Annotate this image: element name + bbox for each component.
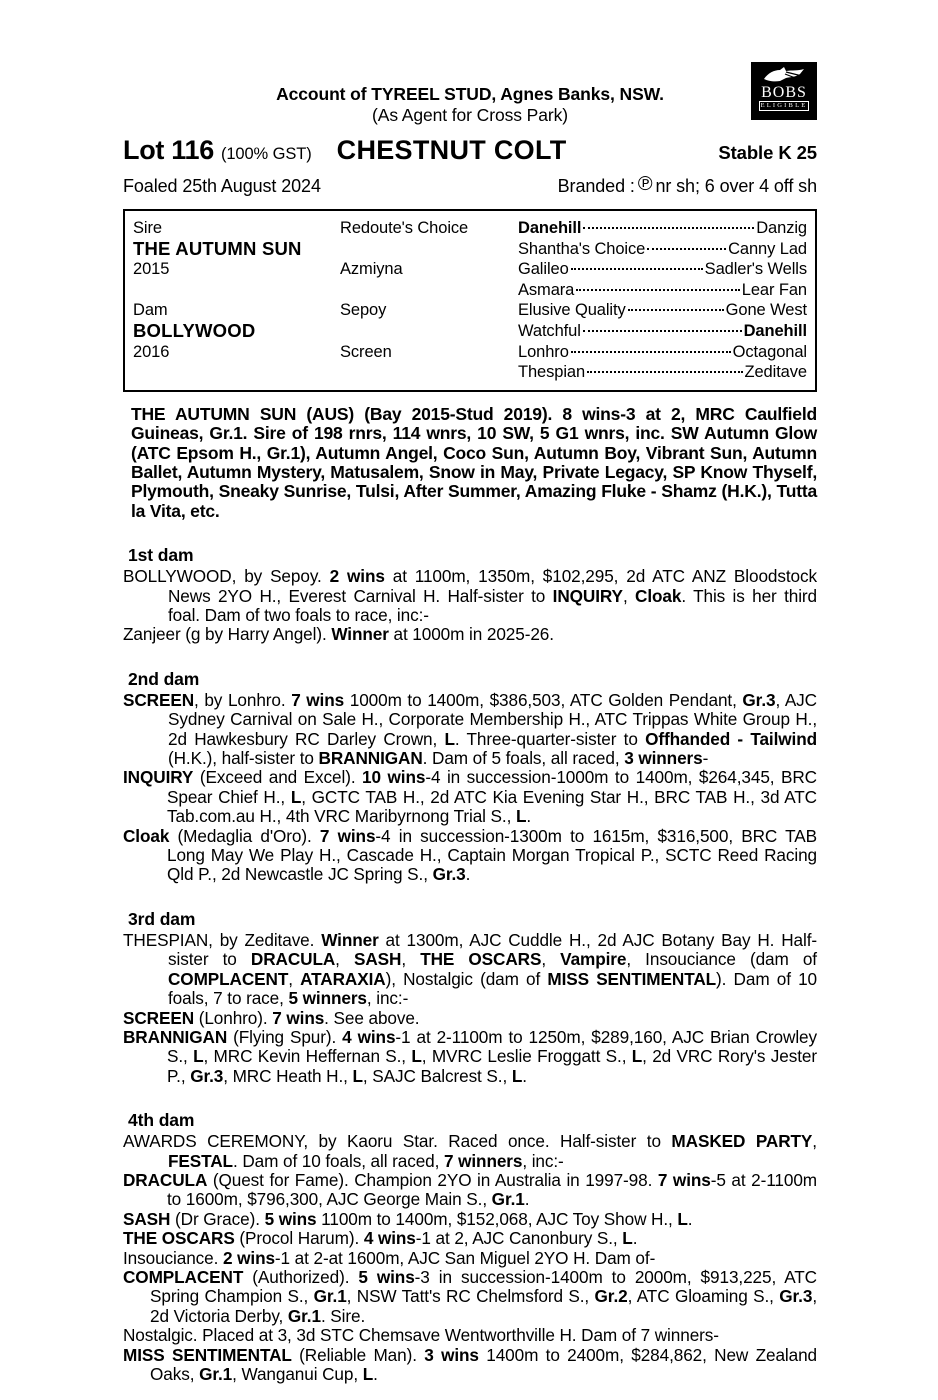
section-heading: 3rd dam bbox=[128, 908, 196, 929]
grandprogeny-entry: MISS SENTIMENTAL (Reliable Man). 3 wins 1400m to 2400m, $284,862, New Zealand Oaks, Gr.1, Wanganui Cup, L. bbox=[123, 1344, 818, 1384]
section-heading: 1st dam bbox=[128, 545, 194, 566]
lot-title-row bbox=[123, 135, 817, 166]
sire-name: THE AUTUMN SUN bbox=[133, 237, 302, 259]
leader-dots bbox=[576, 289, 740, 291]
dam-record-paragraph: AWARDS CEREMONY, by Kaoru Star. Raced once. Half-sister to MASKED PARTY, FESTAL. Dam of 10 foals, all raced, 7 winners, inc:- bbox=[123, 1131, 817, 1171]
brand-mark-icon: ℗ bbox=[637, 173, 653, 195]
horse-head-icon bbox=[762, 65, 806, 85]
progeny-entry: BRANNIGAN (Flying Spur). 4 wins-1 at 2-1100m to 1250m, $289,160, AJC Brian Crowley S., L, MRC Kevin Heffernan S., L, MVRC Leslie Froggatt S., L, 2d VRC Rory's Jester P., Gr.3, MRC Heath H., L, SAJC Balcrest S., L. bbox=[123, 1026, 817, 1086]
stable-number: Stable K 25 bbox=[718, 142, 817, 163]
account-line: Account of TYREEL STUD, Agnes Banks, NSW. bbox=[276, 84, 664, 104]
section-heading: 2nd dam bbox=[128, 668, 200, 689]
ancestor-row: Thespian Zeditave bbox=[518, 363, 807, 382]
sire-ancestors-column bbox=[518, 218, 807, 300]
dam-dam-name: Screen bbox=[340, 342, 392, 361]
foaled-date: Foaled 25th August 2024 bbox=[123, 176, 321, 196]
lot-number: Lot 116 bbox=[123, 135, 214, 165]
progeny-entry: THE OSCARS (Procol Harum). 4 wins-1 at 2, AJC Canonbury S., L. bbox=[123, 1228, 638, 1249]
ancestor-row: Elusive Quality Gone West bbox=[518, 301, 807, 320]
progeny-entry: INQUIRY (Exceed and Excel). 10 wins-4 in succession-1000m to 1400m, $264,345, BRC Spear Chief H., L, GCTC TAB H., 2d ATC Kia Evening Star H., BRC TAB H., 3d ATC Tab.com.au H., 4th VRC Maribyrnong Trial S., L. bbox=[123, 767, 817, 827]
ancestor-row: Asmara Lear Fan bbox=[518, 280, 807, 299]
dam-identity-column bbox=[133, 300, 340, 382]
ancestor-row: Lonhro Octagonal bbox=[518, 342, 807, 361]
dam-name: BOLLYWOOD bbox=[133, 319, 256, 341]
progeny-entry: Insouciance. 2 wins-1 at 2-at 1600m, AJC San Miguel 2YO H. Dam of- bbox=[123, 1247, 656, 1268]
leader-dots bbox=[628, 309, 724, 311]
branded-info: Branded : ℗ nr sh; 6 over 4 off sh bbox=[557, 173, 817, 196]
dam-sire-name: Sepoy bbox=[340, 301, 387, 320]
dam-year: 2016 bbox=[133, 342, 170, 361]
section-1st-dam bbox=[123, 545, 817, 645]
leader-dots bbox=[583, 330, 742, 332]
progeny-entry: Cloak (Medaglia d'Oro). 7 wins-4 in succession-1300m to 1615m, $316,500, BRC TAB Long May We Play H., Cascade H., Captain Morgan Tropical P., SCTC Reed Racing Qld P., 2d Newcastle JC Spring S., Gr.3. bbox=[123, 825, 818, 885]
progeny-entry: SASH (Dr Grace). 5 wins 1100m to 1400m, $152,068, AJC Toy Show H., L. bbox=[123, 1208, 693, 1229]
dam-pedigree-block bbox=[133, 300, 807, 382]
dam-parents-column bbox=[340, 300, 518, 382]
sire-sire-name: Redoute's Choice bbox=[340, 219, 469, 237]
dam-role-label: Dam bbox=[133, 301, 168, 320]
sire-dam-name: Azmiyna bbox=[340, 260, 403, 279]
dam-ancestors-column bbox=[518, 300, 807, 382]
bobs-eligible-text: ELIGIBLE bbox=[760, 102, 808, 109]
section-heading: 4th dam bbox=[128, 1110, 195, 1131]
leader-dots bbox=[583, 227, 754, 229]
sire-year: 2015 bbox=[133, 260, 170, 279]
ancestor-row: Shantha's Choice Canny Lad bbox=[518, 239, 807, 258]
progeny-entry: Nostalgic. Placed at 3, 3d STC Chemsave Wentworthville H. Dam of 7 winners- bbox=[123, 1325, 719, 1346]
ancestor-row: Galileo Sadler's Wells bbox=[518, 260, 807, 279]
progeny-entry: DRACULA (Quest for Fame). Champion 2YO in Australia in 1997-98. 7 wins-5 at 2-1100m to 1600m, $796,300, AJC George Main S., Gr.1. bbox=[123, 1169, 817, 1210]
sire-role-label: Sire bbox=[133, 219, 162, 237]
ancestor-row: Watchful Danehill bbox=[518, 321, 807, 340]
leader-dots bbox=[647, 248, 726, 250]
dam-record-paragraph: THESPIAN, by Zeditave. Winner at 1300m, AJC Cuddle H., 2d AJC Botany Bay H. Half-sister to DRACULA, SASH, THE OSCARS, Vampire, Insouciance (dam of COMPLACENT, ATARAXIA), Nostalgic (dam of MISS SENTIMENTAL). Dam of 10 foals, 7 to race, 5 winners, inc:- bbox=[123, 929, 817, 1009]
dam-record-paragraph: SCREEN, by Lonhro. 7 wins 1000m to 1400m, $386,503, ATC Golden Pendant, Gr.3, AJC Sydney Carnival on Sale H., Corporate Membership H., ATC Trippas White Group H., 2d Hawkesbury RC Darley Crown, L. Three-quarter-sister to Offhanded - Tailwind (H.K.), half-sister to BRANNIGAN. Dam of 5 foals, all raced, 3 winners- bbox=[123, 689, 817, 769]
sire-parents-column bbox=[340, 218, 518, 300]
horse-description: CHESTNUT COLT bbox=[336, 135, 567, 165]
sire-pedigree-block bbox=[133, 218, 807, 300]
foaled-branded-row bbox=[123, 175, 817, 198]
agent-line: (As Agent for Cross Park) bbox=[372, 105, 568, 125]
leader-dots bbox=[587, 371, 742, 373]
grandprogeny-entry: COMPLACENT (Authorized). 5 wins-3 in succession-1400m to 2000m, $913,225, ATC Spring Champion S., Gr.1, NSW Tatt's RC Chelmsford S., Gr.2, ATC Gloaming S., Gr.3, 2d Victoria Derby, Gr.1. Sire. bbox=[123, 1266, 817, 1326]
bobs-logo-text: BOBS bbox=[761, 84, 807, 101]
section-2nd-dam bbox=[123, 669, 817, 885]
ancestor-row: Danehill Danzig bbox=[518, 219, 807, 237]
leader-dots bbox=[571, 351, 731, 353]
gst-note: (100% GST) bbox=[220, 145, 312, 163]
pedigree-table bbox=[123, 209, 817, 392]
section-4th-dam bbox=[123, 1110, 817, 1384]
sire-summary-paragraph: THE AUTUMN SUN (AUS) (Bay 2015-Stud 2019). 8 wins-3 at 2, MRC Caulfield Guineas, Gr.1. Sire of 198 rnrs, 114 wnrs, 10 SW, 5 G1 wnrs, inc. SW Autumn Glow (ATC Epsom H., Gr.1), Autumn Angel, Coco Sun, Autumn Boy, Vibrant Sun, Autumn Ballet, Autumn Mystery, Matusalem, Snow in May, Private Legacy, SP Know Thyself, Plymouth, Sneaky Sunrise, Tulsi, After Summer, Amazing Fluke - Shamz (H.K.), Tutta la Vita, etc. bbox=[131, 403, 817, 521]
section-3rd-dam bbox=[123, 909, 817, 1086]
progeny-entry: SCREEN (Lonhro). 7 wins. See above. bbox=[123, 1007, 420, 1028]
dam-record-paragraph: BOLLYWOOD, by Sepoy. 2 wins at 1100m, 1350m, $102,295, 2d ATC ANZ Bloodstock News 2YO H., Everest Carnival H. Half-sister to INQUIRY, Cloak. This is her third foal. Dam of two foals to race, inc:- bbox=[123, 566, 818, 625]
progeny-entry: Zanjeer (g by Harry Angel). Winner at 1000m in 2025-26. bbox=[123, 624, 554, 645]
leader-dots bbox=[571, 268, 703, 270]
sire-identity-column bbox=[133, 218, 340, 300]
